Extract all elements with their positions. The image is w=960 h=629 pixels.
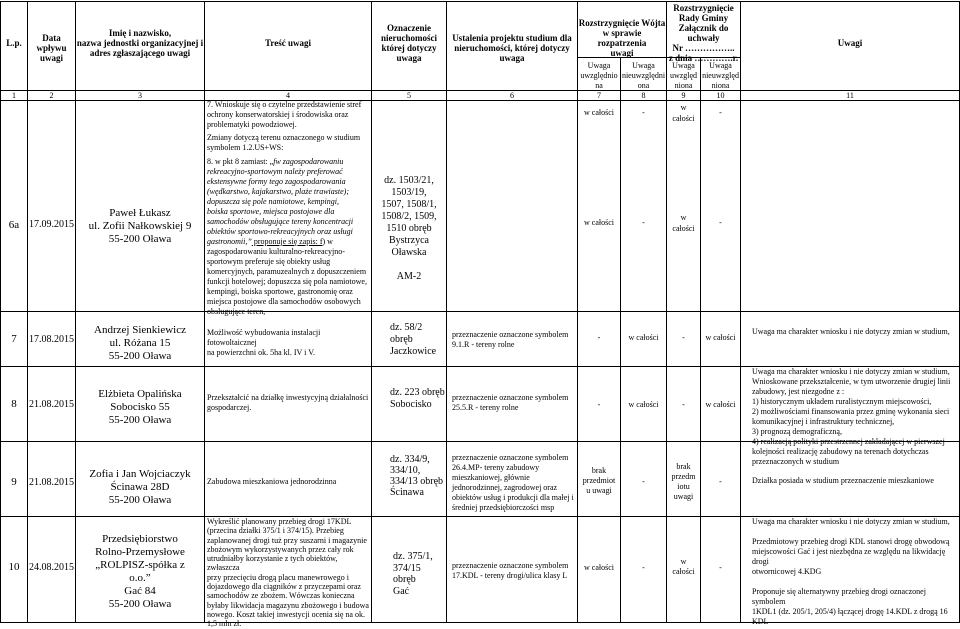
row7-oznaczenie: dz. 58/2 obręb Jaczkowice xyxy=(390,322,437,357)
row6a-tresc-body xyxy=(207,157,370,317)
row7-uwzgledniona-rada: - xyxy=(682,333,685,342)
row7-lp: 7 xyxy=(11,333,17,345)
row6a-tresc-quote: fw zagospodarowaniu rekreacyjno-sportowym należy preferować ekstensywne formy tego zagospodarowania (wędkarstwo, kajakarstwo, plaże trawiaste); dopuszcza się pole namiotowe, kempingi, boiska sportowe, miejsca postojowe dla samochodów obsługujące tereny koncentracji obiektów sportowo-rekreacyjnych oraz usługi gastronomii,” xyxy=(207,157,354,246)
row10-date: 24.08.2015 xyxy=(29,562,74,573)
header-data-wplywu: Data wpływu uwagi xyxy=(36,33,67,63)
row7-nieuwzgledniona-wojt: w całości xyxy=(628,333,659,342)
row8-lp: 8 xyxy=(11,398,17,410)
column-number: 3 xyxy=(138,91,142,100)
row6a-tresc-intro: 8. w pkt 8 zamiast: „ xyxy=(207,157,274,166)
header-rada: Rozstrzygnięcie Rady Gminy Załącznik do uchwały Nr …………….. z dnia ………….r. xyxy=(668,3,739,63)
header-tresc: Treść uwagi xyxy=(265,38,311,48)
row9-ustalenia: przeznaczenie oznaczone symbolem 26.4.MP- tereny zabudowy mieszkaniowej, głównie jednorodzinnej, zagrodowej oraz obiektów usług i produkcji dla małej i średniej przedsiębiorczości msp xyxy=(452,453,574,512)
row10-uwzgledniona-rada: w całości xyxy=(672,557,695,576)
column-number: 5 xyxy=(407,91,411,100)
row0-nieuwzgledniona-wojt: - xyxy=(642,108,645,117)
column-number: 11 xyxy=(846,91,854,100)
row10-uwzgledniona-wojt: w całości xyxy=(584,563,614,572)
column-number: 1 xyxy=(12,91,16,100)
column-number: 8 xyxy=(641,91,646,100)
row8-uwzgledniona-wojt: - xyxy=(597,400,601,409)
grid-line xyxy=(0,311,960,312)
row6a-lp: 6a xyxy=(8,219,20,231)
row10-nieuwzgledniona-wojt: - xyxy=(642,563,645,572)
row6a-tresc-rest: ) w zagospodarowaniu kulturalno-rekreacyjno- sportowym preferuje się obiekty usług komercyjnych, paramuzealnych z dopuszczeniem funkcji hotelowej; dopuszcza się pola namiotowe, kempingi, boiska sportowe, gastronomię oraz miejsca postojowe dla samochodów osobowych obsługujące teren, xyxy=(207,237,367,316)
row7-nieuwzgledniona-rada: w całości xyxy=(705,333,736,342)
header-sub-uwzgledniona-wojt: Uwaga uwzględnio na xyxy=(580,61,618,90)
row8-oznaczenie: dz. 223 obręb Sobocisko xyxy=(390,387,445,410)
row9-lp: 9 xyxy=(11,476,17,488)
header-ustalenia: Ustalenia projektu studium dla nieruchomości, której dotyczy uwaga xyxy=(452,33,572,63)
row8-uwagi: Uwaga ma charakter wniosku i nie dotyczy zmian w studium, Wnioskowane przekształcenie, w tym utworzenie drugiej linii zabudowy, jest niezgodne z : 1) historycznym układem ruralistycznym miejscowości, 2) możliwościami finansowania przez gminę wykonania sieci komunikacyjnej i infrastruktury technicznej, 3) prognozą demograficzną, 4) realizacją polityki przestrzennej zakładającej w pierwszej kolejności realizację zabudowy na terenach dotychczas przeznaczonych w studium xyxy=(752,367,951,466)
row9-date: 21.08.2015 xyxy=(29,477,74,488)
row8-name: Elżbieta Opalińska Sobocisko 55 55-200 Oława xyxy=(98,388,182,426)
row7-ustalenia: przeznaczenie oznaczone symbolem 9.1.R - tereny rolne xyxy=(452,330,569,349)
row0-uwzgledniona-wojt: w całości xyxy=(584,108,614,117)
header-wojt: Rozstrzygnięcie Wójta w sprawie rozpatrzenia uwagi xyxy=(578,18,666,58)
header-sub-nieuwzgledniona-wojt: Uwaga nieuwzględni ona xyxy=(621,61,666,90)
row8-tresc: Przekształcić na działkę inwestycyjną działalności gospodarczej. xyxy=(207,393,369,412)
row6a-nieuwzgledniona-rada: - xyxy=(719,218,722,227)
header-oznaczenie: Oznaczenie nieruchomości której dotyczy uwaga xyxy=(381,23,437,63)
row6a-name: Paweł Łukasz ul. Zofii Nałkowskiej 9 55-200 Oława xyxy=(88,207,192,245)
header-imie: Imię i nazwisko, nazwa jednostki organizacyjnej i adres zgłaszającego uwagi xyxy=(76,28,204,58)
column-number: 2 xyxy=(49,91,54,100)
row7-uwzgledniona-wojt: - xyxy=(597,333,601,342)
header-uwagi: Uwagi xyxy=(837,38,863,48)
row10-name: Przedsiębiorstwo Rolno-Przemysłowe „ROLPISZ-spółka z o.o.” Gać 84 55-200 Oława xyxy=(95,533,185,610)
row10-tresc: Wykreślić planowany przebieg drogi 17KDL (przecina działki 375/1 i 374/15). Przebieg zaplanowanej drogi tuż przy suszarni i magazynie zbożowym wykorzystywanych przez cały rok utrudniałby korzystanie z tych obiektów, zwłaszcza przy przecięciu drogą placu manewrowego i dojazdowego dla ciągników z przyczepami oraz samochodów ze zbożem. Wówczas konieczna byłaby likwidacja magazynu zbożowego i budowa nowego. Koszt takiej inwestycji ocenia się na ok. 1,5 mln zł. xyxy=(207,517,369,629)
row9-uwzgledniona-wojt: brak przedmiot u uwagi xyxy=(582,466,616,495)
row9-name: Zofia i Jan Wojciaczyk Ścinawa 28D 55-200 Oława xyxy=(89,468,191,506)
row0-nieuwzgledniona-rada: - xyxy=(719,108,722,117)
header-sub-uwzgledniona-rada: Uwaga uwzględ niona xyxy=(669,61,698,90)
row8-nieuwzgledniona-wojt: w całości xyxy=(628,400,659,409)
row6a-nieuwzgledniona-wojt: - xyxy=(642,218,645,227)
column-number: 7 xyxy=(597,91,601,100)
row7-tresc: Możliwość wybudowania instalacji fotowoltaicznej na powierzchni ok. 5ha kl. IV i V. xyxy=(207,328,321,357)
row0-tresc: 7. Wnioskuje się o czytelne przedstawienie stref ochrony konserwatorskiej i środowiska oraz problematyki powodziowej. xyxy=(207,100,362,129)
row10-nieuwzgledniona-rada: - xyxy=(719,563,722,572)
row6a-oznaczenie: dz. 1503/21, 1503/19, 1507, 1508/1, 1508/2, 1509, 1510 obręb Bystrzyca Oławska AM-2 xyxy=(381,175,437,282)
column-number: 9 xyxy=(681,91,686,100)
row0-uwzgledniona-rada: w całości xyxy=(672,103,695,123)
row7-uwagi: Uwaga ma charakter wniosku i nie dotyczy zmian w studium, xyxy=(752,327,950,336)
row9-nieuwzgledniona-wojt: - xyxy=(642,477,645,486)
grid-line xyxy=(0,1,960,2)
column-number: 4 xyxy=(286,91,290,100)
row6a-uwzgledniona-wojt: w całości xyxy=(584,218,614,227)
row10-ustalenia: przeznaczenie oznaczone symbolem 17.KDL - tereny drogi/ulica klasy L xyxy=(452,561,569,580)
row8-uwzgledniona-rada: - xyxy=(682,400,685,409)
row9-oznaczenie: dz. 334/9, 334/10, 334/13 obręb Ścinawa xyxy=(390,454,444,498)
row8-ustalenia: przeznaczenie oznaczone symbolem 25.5.R - tereny rolne xyxy=(452,393,569,412)
row7-date: 17.08.2015 xyxy=(29,334,74,345)
column-number: 6 xyxy=(510,91,514,100)
row6a-date: 17.09.2015 xyxy=(29,219,74,230)
row9-uwzgledniona-rada: brak przedm iotu uwagi xyxy=(671,462,696,501)
row10-lp: 10 xyxy=(8,561,20,573)
row9-uwagi: Działka posiada w studium przeznaczenie mieszkaniowe xyxy=(752,476,934,485)
row9-tresc: Zabudowa mieszkaniowa jednorodzinna xyxy=(207,477,337,486)
row6a-uwzgledniona-rada: w całości xyxy=(672,213,695,233)
row7-name: Andrzej Sienkiewicz ul. Różana 15 55-200 Oława xyxy=(94,324,186,362)
row10-oznaczenie: dz. 375/1, 374/15 obręb Gać xyxy=(393,551,433,597)
header-lp: L.p. xyxy=(6,38,22,48)
column-number: 10 xyxy=(716,91,725,100)
row6a-tresc-scope: Zmiany dotyczą terenu oznaczonego w studium symbolem 1.2.US+WS: xyxy=(207,133,361,152)
row8-date: 21.08.2015 xyxy=(29,399,74,410)
row9-nieuwzgledniona-rada: - xyxy=(719,477,722,486)
header-sub-nieuwzgledniona-rada: Uwaga nieuwzględ niona xyxy=(702,61,739,90)
row10-uwagi: Uwaga ma charakter wniosku i nie dotyczy zmian w studium, Przedmiotowy przebieg drogi KDL stanowi drogę obwodową miejscowości Gać i jest niezbędna ze względu na likwidację drogi otwornicowej 4.KDG Proponuje się alternatywny przebieg drogi oznaczonej symbolem 1KDL1 (dz. 205/1, 205/4) łączącej drogę 14.KDL z drogą 16 KDL xyxy=(752,517,950,626)
row6a-tresc-proposal: proponuje się zapis: f xyxy=(251,237,323,246)
row8-nieuwzgledniona-rada: w całości xyxy=(705,400,736,409)
